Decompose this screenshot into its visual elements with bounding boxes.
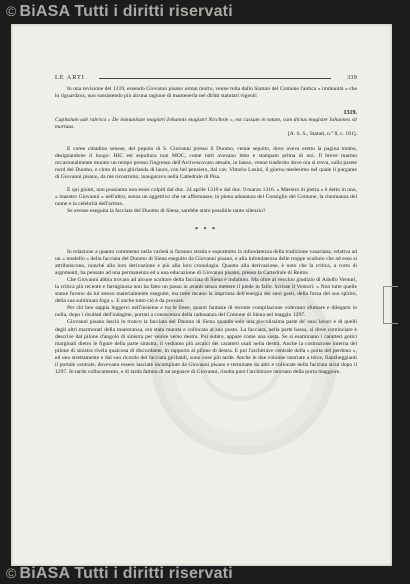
body-paragraph-3: Se avesse eseguita la facciata del Duomo di Siena, sarebbe stato possibile tanto silenzio? [67,208,266,215]
body-paragraph-6: Per chi ben sappia leggervi nell'insieme e tra le linee, quanti fantasie di recente compilazione volevano sfumare e dilegarsi in nulla, dopo i risultati dell'indagine, portati a conoscenza della radunanza del Comune di Siena nel maggio 1297. [55,305,357,319]
watermark-bottom [6,565,233,583]
header-rule [99,78,331,79]
section-separator: * * * [195,227,217,234]
body-paragraph-1: E come cittadino senese, del popolo di S. Giovanni presso il Duomo, venne sepolto, dove aveva eretto la pagina tomba, designandone il luogo: HIC est sepultura non MOC, come tutti avevano letto e stampato prima di noi. Il breve marmo occasionalmente murato un tempo presso l'ingresso dell'Arcivescovato attuale, in basso, venne trasferito dove ora si trova, sulla parete nord del Duomo, e cinto di una ghirlanda di lauro, con bel pensiero, dal cav. Vittorio Lusini, il giorno medesimo nel quale il purgame di Giovanni pisano, da me ricostruito, inaugurava nella Cattedrale di Pisa. [55,145,357,180]
body-paragraph-4: In relazione a quanto commento nella varietà si faranno strada e soprattutto la infondatezza della tradizione vasariana, relativa ad un « modello » della facciata del Duomo di Siena eseguito da Giovanni pisano, e alla infondatezza delle troppe sculture che ad esso si attribuiscono, nonché alla loro derivazione e più alla loro cronologia. Quanto alla derivazione, è noto che la critica, a corto di argomenti, ha pensato ad una permanenza ed a una educazione di Giovanni pisano, presso la Cattedrale di Reims. [55,248,357,276]
copyright-icon: © [6,565,17,581]
body-paragraph-7: Giovanni pisano lasciò in tronco la facciata del Duomo di Siena quando solo una piccolissima parte de' suoi lavori e di quelli degli altri marmorari della maestranza, era stata murata e collocata al suo posto. La facciata, nella parte bassa, si dove cominciare e descrive dal pilone d'angolo di sinistra per venire verso destra. Poi subito, appare come una sosta. Se si esaminano i caratteri gotici marginali dietro le figure della parte sinistra, il vediamo più arcaici dei caratteri usati nella destra. Anche la costruzione interna del pilone di sinistra rivela qualcosa di discordante, in rapporto al pilone di destra. E poi l'architrave centrale della « porta del perdono », ed uno strettamente e dal suo ricordo del facciata giribaldi, sono cose più tarde. Anche le due colonne istoriate a tórce, fiancheggianti il portale centrale, dovevano essere lasciate incompiute da Giovanni pisano e terminate da altri e collocate nella facciata sicut dopo il 1297. In tardo collocamento, e di tarda fattura di un seguace di Giovanni, risulta pure l'architrave istoriato della porta maggiore. [55,319,357,376]
side-stamp-mark [383,286,398,324]
quoted-document: Capitulum sub rubrica « De immunitate magistri Iohannis magistri Nicchole », est cassum in totum, cum dictus magister Iohannes sit mortuus. [55,117,357,131]
page-number: 339 [347,74,357,81]
watermark-top-text: BiASA Tutti i diritti riservati [19,3,233,20]
watermark-top [6,3,233,21]
body-paragraph-5: Che Giovanni abbia trovato ad alcune sculture della facciata di Siena è indubbio. Ma oltre al vecchio giudizio di Adolfo Venturi, la critica più recente e farraginosa non ha fatto un passo in avanti senza mettere il piede in fallo. Scrisse il Venturi: « Non tutte quelle statue furono da lui stesso materialmente eseguite, ma tutte recano la impronta dell'energia dei suoi gesti, della forza del suo spirito, della sua sublimata foga ». E anche tutto ciò è da provare. [55,276,357,305]
body-paragraph-2: E qui giunti, non possiamo non esser colpiti dal doc. 24 aprile 1310 e dal doc. 9 marzo 1316. « Maestro di pietra » è detto in uno, « maestro Giovanni » nell'altro, senza un aggettivo che ne affermasse, in piena adunanza del Consiglio del Comune, la rinomanza del nome e la celebrità dell'artista. [55,187,357,208]
watermark-bottom-text: BiASA Tutti i diritti riservati [19,565,233,582]
page-content [55,74,357,376]
running-title: LE ARTI [55,74,85,81]
copyright-icon: © [6,3,17,19]
document-date: 1319. [343,110,357,117]
intro-paragraph: In una revisione del 1319, essendo Giovanni pisano ormai morto, venne tolta dallo Statuto del Comune l'antica « immunità » che lo riguardava, non sussistendo più alcuna ragione di mantenerla nei diritti statutari vigenti: [55,86,357,100]
archive-reference: [A. S. S., Statuti, n.º 8, c. 181]. [287,131,357,138]
running-header [55,74,357,83]
